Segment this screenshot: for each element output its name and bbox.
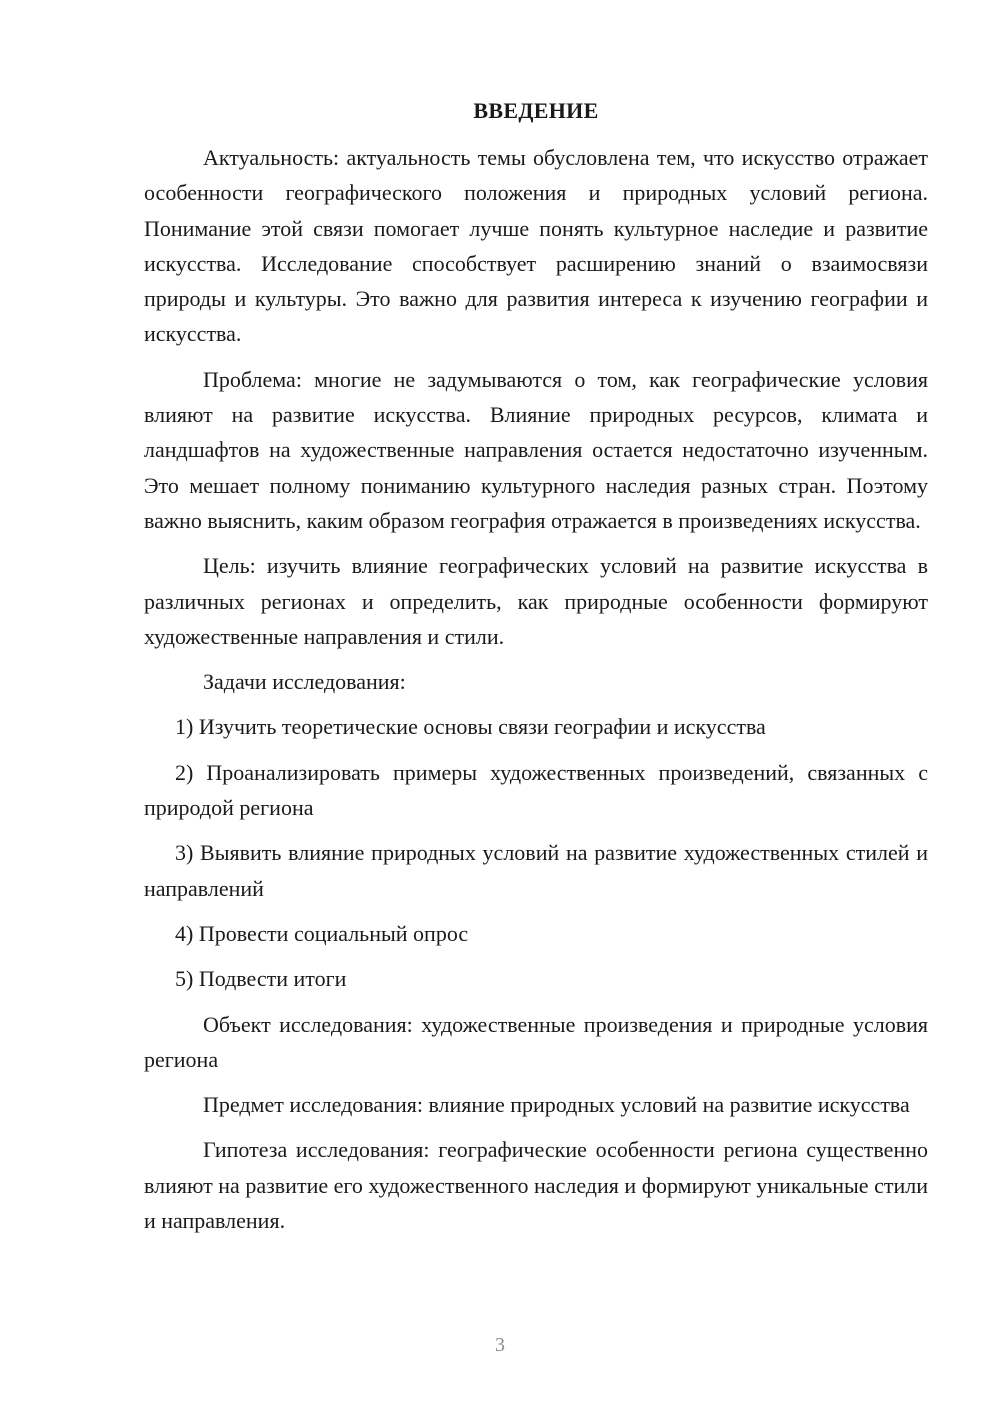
object-paragraph: Объект исследования: художественные произведения и природные условия региона — [144, 1011, 928, 1072]
goal-paragraph: Цель: изучить влияние географических условий на развитие искусства в различных регионах и определить, как природные особенности формируют художественные направления и стили. — [144, 553, 928, 649]
task-item-5: 5) Подвести итоги — [175, 966, 347, 992]
subject-paragraph: Предмет исследования: влияние природных условий на развитие искусства — [203, 1092, 910, 1118]
hypothesis-paragraph: Гипотеза исследования: географические особенности региона существенно влияют на развитие его художественного наследия и формируют уникальные стили и направления. — [144, 1137, 928, 1234]
task-item-4: 4) Провести социальный опрос — [175, 920, 469, 946]
problem-paragraph: Проблема: многие не задумываются о том, как географические условия влияют на развитие искусства. Влияние природных ресурсов, климата и ландшафтов на художественные направления остается недостаточно изученным. Это мешает полному пониманию культурного наследия разных стран. Поэтому важно выяснить, каким образом география отражается в произведениях искусства. — [144, 366, 928, 533]
task-item-2: 2) Проанализировать примеры художественных произведений, связанных с природой региона — [144, 759, 928, 821]
tasks-heading: Задачи исследования: — [203, 669, 406, 695]
page-title: ВВЕДЕНИЕ — [473, 98, 599, 123]
task-item-3: 3) Выявить влияние природных условий на развитие художественных стилей и направлений — [144, 840, 928, 901]
task-item-1: 1) Изучить теоретические основы связи географии и искусства — [175, 714, 766, 740]
relevance-paragraph: Актуальность: актуальность темы обусловлена тем, что искусство отражает особенности географического положения и природных условий региона. Понимание этой связи помогает лучше понять культурное наследие и развитие искусства. Исследование способствует расширению знаний о взаимосвязи природы и культуры. Это важно для развития интереса к изучению географии и искусства. — [144, 145, 928, 347]
document-page — [144, 96, 928, 1248]
page-number: 3 — [495, 1334, 505, 1356]
